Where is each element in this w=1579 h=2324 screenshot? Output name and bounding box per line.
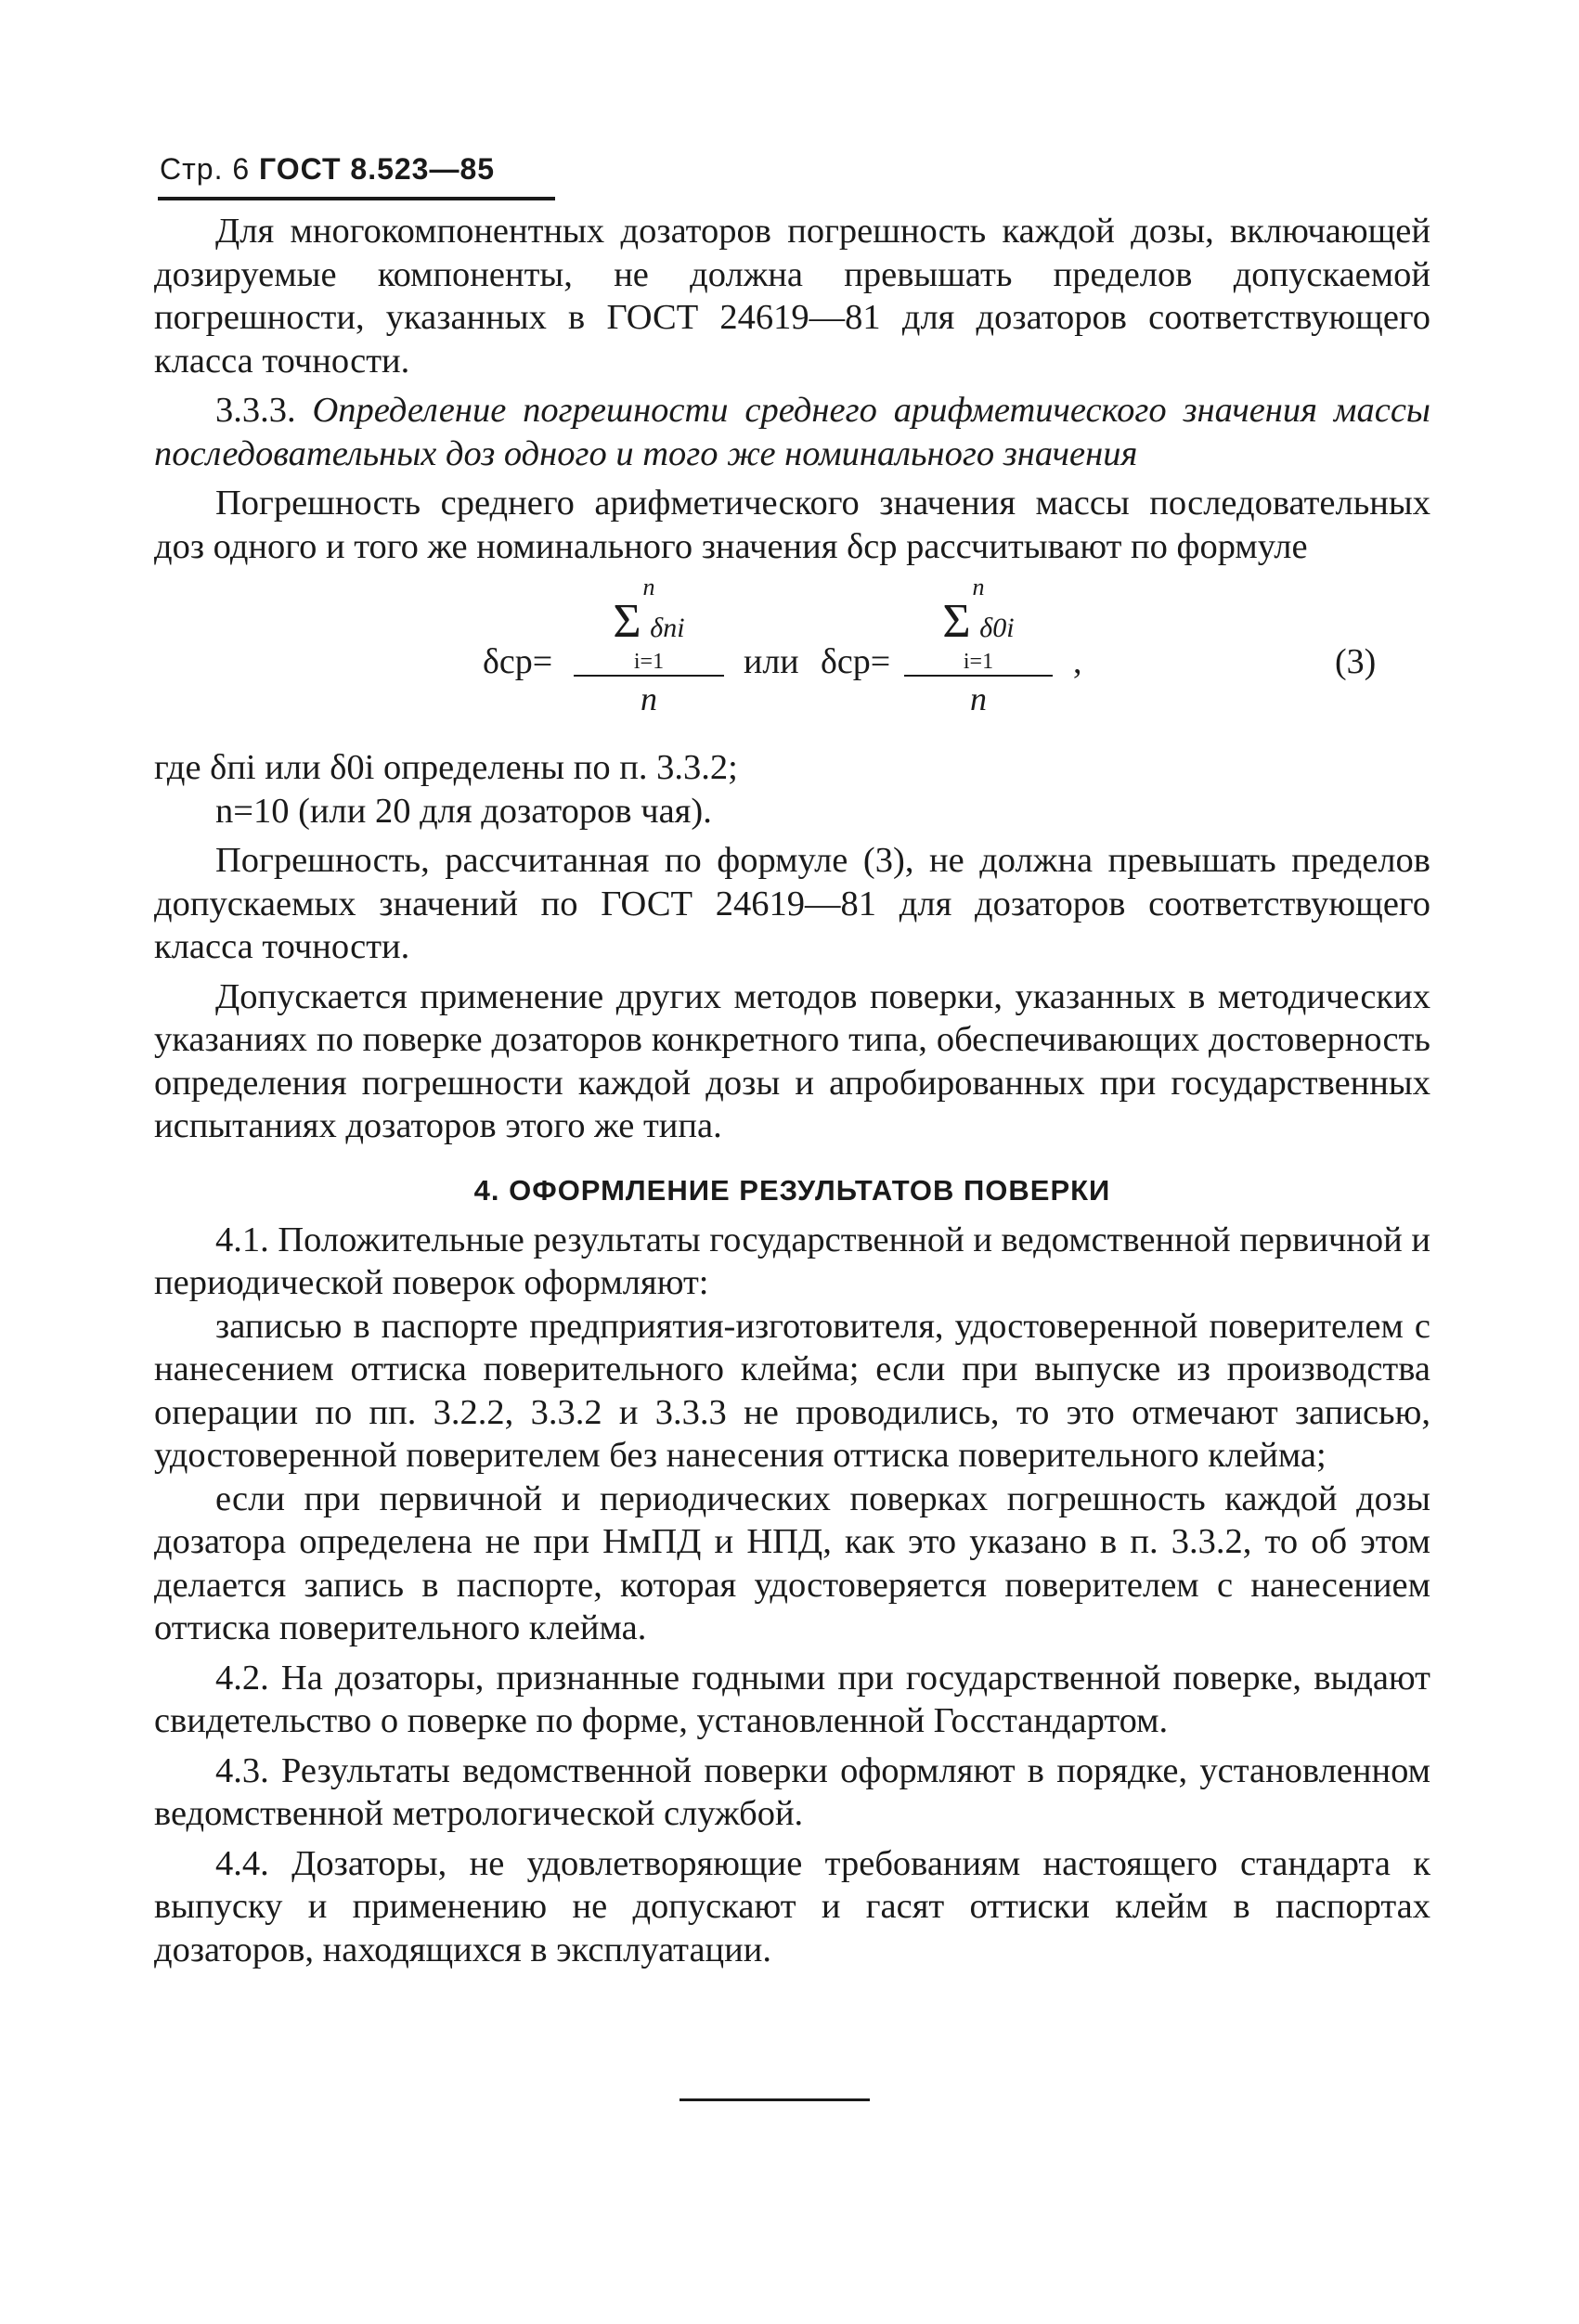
standard-number: ГОСТ 8.523—85	[259, 152, 496, 186]
denominator-1: n	[641, 679, 657, 717]
subsection-title: Определение погрешности среднего арифметического значения массы последовательных доз одного и того же номинального значения	[154, 391, 1430, 473]
paragraph-4-1-periodic: если при первичной и периодических поверках погрешность каждой дозы дозатора определена не при НмПД и НПД, как это указано в п. 3.3.2, то об этом делается запись в паспорте, которая удостоверяется поверителем с нанесением оттиска поверительного клейма.	[154, 1478, 1430, 1647]
formula-lhs-2: δср=	[821, 642, 891, 681]
formula-comma: ,	[1073, 642, 1082, 681]
paragraph-4-1: 4.1. Положительные результаты государственной и ведомственной первичной и периодической поверок оформляют:	[154, 1220, 1430, 1302]
sum-expression-1	[574, 595, 724, 651]
page-header	[160, 152, 495, 187]
formula-3	[154, 574, 1430, 746]
paragraph-4-3: 4.3. Результаты ведомственной поверки оформляют в порядке, установленном ведомственной метрологической службой.	[154, 1750, 1430, 1833]
header-rule	[158, 197, 555, 200]
sigma-icon: Σ	[942, 595, 971, 648]
paragraph-4-2: 4.2. На дозаторы, признанные годными при государственной поверке, выдают свидетельство о поверке по форме, установленной Госстандартом.	[154, 1658, 1430, 1740]
formula-number: (3)	[1335, 642, 1377, 681]
end-rule	[679, 2098, 870, 2101]
paragraph-4-1-record: записью в паспорте предприятия-изготовителя, удостоверенной поверителем с нанесением оттиска поверительного клейма; если при выпуске из производства операции по пп. 3.2.2, 3.3.2 и 3.3.3 не проводились, то это отмечают записью, удостоверенной поверителем без нанесения оттиска поверительного клейма;	[154, 1306, 1430, 1475]
sigma-icon: Σ	[613, 595, 641, 648]
paragraph-formula-limits: Погрешность, рассчитанная по формуле (3), не должна превышать пределов допускаемых значений по ГОСТ 24619—81 для дозаторов соответствующего класса точности.	[154, 841, 1430, 966]
subsection-3-3-3-heading	[154, 389, 1430, 475]
sum-term-1: δпi	[650, 613, 685, 643]
page-number: Стр. 6	[160, 152, 251, 186]
paragraph-mean-error: Погрешность среднего арифметического значения массы последовательных доз одного и того же номинального значения δср рассчитывают по формуле	[154, 484, 1430, 566]
sum-term-2: δ0i	[979, 613, 1015, 643]
fraction-1	[574, 574, 724, 719]
fraction-bar-2	[904, 675, 1053, 677]
paragraph-4-4: 4.4. Дозаторы, не удовлетворяющие требованиям настоящего стандарта к выпуску и применению не допускают и гасят оттиски клейм в паспортах дозаторов, находящихся в эксплуатации.	[154, 1843, 1430, 1969]
document-body	[154, 210, 1430, 1971]
fraction-bar-1	[574, 675, 724, 677]
sum-lower-limit-2: i=1	[963, 649, 994, 674]
denominator-2: n	[970, 679, 987, 717]
paragraph-other-methods: Допускается применение других методов поверки, указанных в методических указаниях по поверке дозаторов конкретного типа, обеспечивающих достоверность определения погрешности каждой дозы и апробированных при государственных испытаниях дозаторов этого же типа.	[154, 976, 1430, 1145]
paragraph-multicomponent: Для многокомпонентных дозаторов погрешность каждой дозы, включающей дозируемые компоненты, не должна превышать пределов допускаемой погрешности, указанных в ГОСТ 24619—81 для дозаторов соответствующего класса точности.	[154, 212, 1430, 381]
fraction-2	[904, 574, 1053, 719]
formula-lhs: δср=	[483, 642, 553, 681]
formula-or: или	[744, 642, 799, 681]
sum-upper-limit-2: n	[972, 574, 985, 600]
sum-expression-2	[904, 595, 1053, 651]
paragraph-where: где δпi или δ0i определены по п. 3.3.2;	[154, 748, 738, 787]
sum-upper-limit-1: n	[642, 574, 655, 600]
section-4-title: 4. ОФОРМЛЕНИЕ РЕЗУЛЬТАТОВ ПОВЕРКИ	[473, 1173, 1111, 1207]
sum-lower-limit-1: i=1	[633, 649, 665, 674]
paragraph-n-definition: n=10 (или 20 для дозаторов чая).	[215, 791, 712, 831]
subsection-number: 3.3.3.	[215, 391, 296, 430]
